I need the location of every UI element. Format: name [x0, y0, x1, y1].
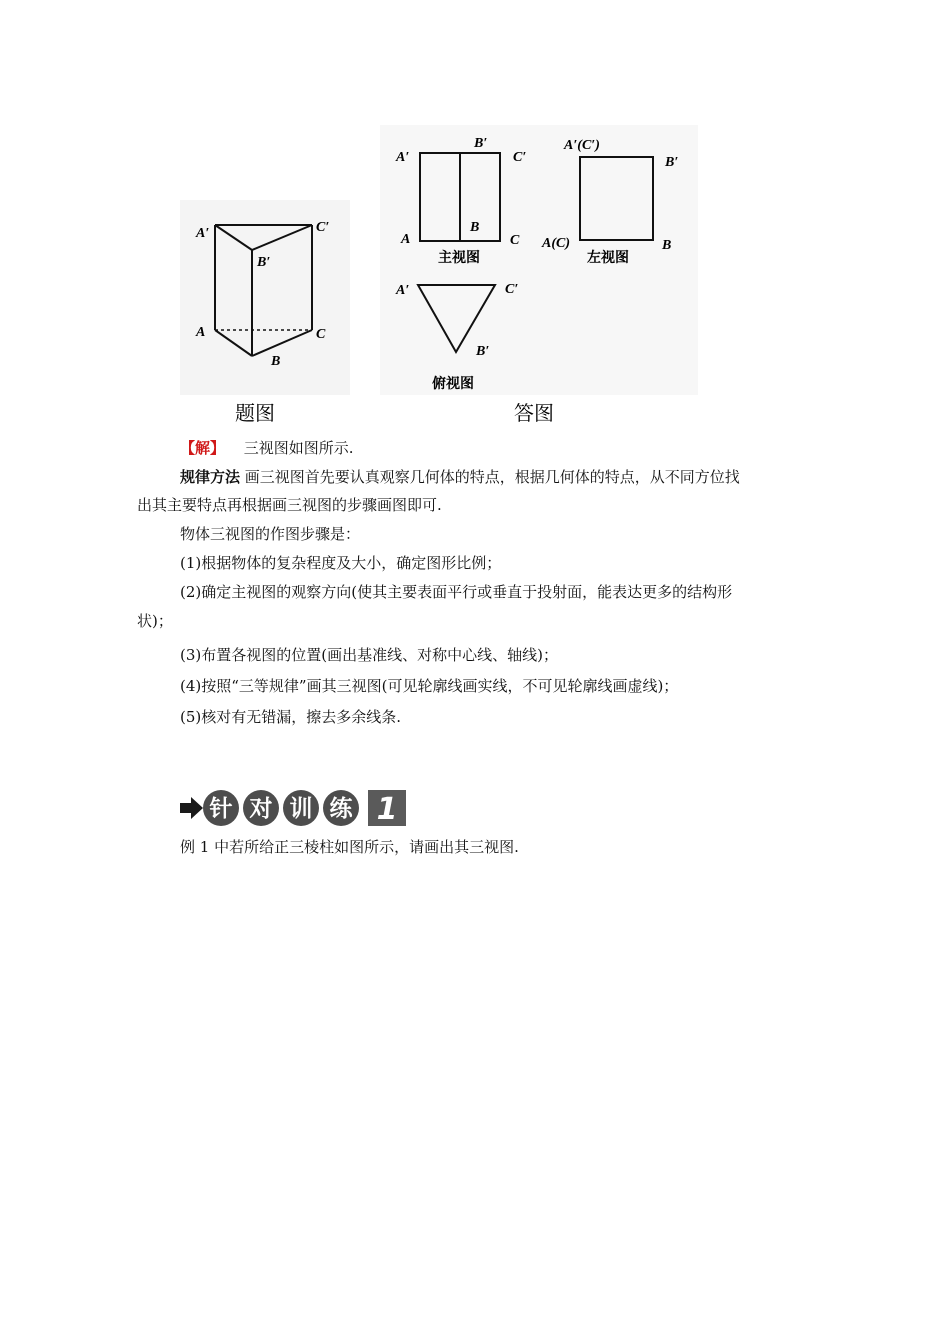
question-figure-label: 题图 — [235, 401, 275, 425]
solution-line — [180, 437, 860, 459]
top-label-b-top: B′ — [476, 344, 490, 359]
answer-figure-bg — [380, 125, 698, 395]
front-label-c: C — [510, 233, 520, 248]
left-label-ac: A(C) — [542, 236, 570, 251]
left-label-b: B — [662, 238, 672, 253]
step-3: (3)布置各视图的位置(画出基准线、对称中心线、轴线)； — [180, 646, 558, 664]
training-char-4: 练 — [329, 796, 353, 822]
top-label-c-top: C′ — [505, 282, 519, 297]
front-view-caption: 主视图 — [438, 250, 480, 266]
front-label-a-top: A′ — [396, 150, 410, 165]
prism-label-a-top: A′ — [196, 226, 210, 241]
front-label-b: B — [470, 220, 480, 235]
left-view-caption: 左视图 — [587, 250, 629, 266]
front-label-c-top: C′ — [513, 150, 527, 165]
step-2-cont: 状)； — [137, 612, 173, 630]
method-title: 规律方法 — [180, 468, 241, 486]
steps-intro: 物体三视图的作图步骤是： — [180, 525, 361, 543]
method-line-1 — [180, 466, 820, 488]
training-char-3: 训 — [289, 796, 313, 822]
prism-label-b-top: B′ — [257, 255, 271, 270]
arrow-right-icon — [180, 797, 203, 819]
top-label-a-top: A′ — [396, 283, 410, 298]
step-2: (2)确定主视图的观察方向(使其主要表面平行或垂直于投射面，能表达更多的结构形 — [180, 583, 733, 601]
training-char-2: 对 — [249, 796, 273, 822]
training-char-1: 针 — [209, 796, 233, 822]
prism-label-c: C — [316, 327, 326, 342]
top-view-caption: 俯视图 — [432, 376, 474, 392]
prism-label-b: B — [271, 354, 281, 369]
solution-tag: 【解】 — [180, 439, 226, 457]
method-line-2: 出其主要特点再根据画三视图的步骤画图即可. — [137, 496, 442, 514]
prism-label-a: A — [196, 325, 206, 340]
front-label-a: A — [401, 232, 411, 247]
training-header — [178, 788, 418, 830]
left-label-ac-top: A′(C′) — [564, 138, 600, 153]
training-question: 例 1 中若所给正三棱柱如图所示，请画出其三视图. — [180, 838, 519, 856]
left-label-b-top: B′ — [665, 155, 679, 170]
method-text-1: 画三视图首先要认真观察几何体的特点，根据几何体的特点，从不同方位找 — [244, 468, 740, 486]
step-5: (5)核对有无错漏，擦去多余线条. — [180, 708, 402, 726]
training-number: 1 — [376, 792, 398, 827]
figure — [0, 0, 950, 440]
solution-text: 三视图如图所示. — [243, 439, 354, 457]
prism-label-c-top: C′ — [316, 220, 330, 235]
step-1: (1)根据物体的复杂程度及大小，确定图形比例； — [180, 554, 502, 572]
front-label-b-top: B′ — [474, 136, 488, 151]
answer-figure-label: 答图 — [514, 401, 554, 425]
step-4: (4)按照“三等规律”画其三视图(可见轮廓线画实线，不可见轮廓线画虚线)； — [180, 677, 679, 695]
